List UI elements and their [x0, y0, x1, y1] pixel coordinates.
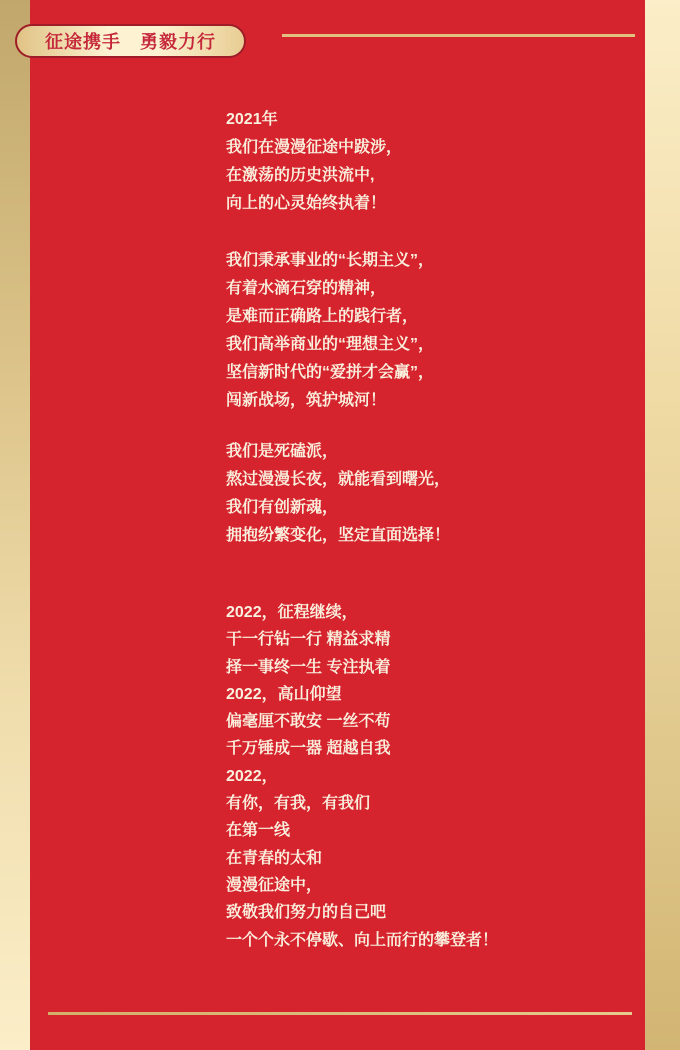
header-badge — [15, 24, 246, 58]
left-gold-border — [0, 0, 30, 1050]
poem-line: 2022， — [226, 767, 278, 785]
paragraph-2022 — [226, 599, 656, 954]
poem-line: 致敬我们努力的自己吧 — [226, 904, 387, 922]
poem-line: 有着水滴石穿的精神， — [226, 280, 387, 297]
poem-line: 2022，高山仰望 — [226, 685, 342, 703]
poem-line: 在第一线 — [226, 822, 291, 840]
poem-line: 坚信新时代的“爱拼才会赢”， — [226, 364, 435, 381]
poem-line: 干一行钻一行 精益求精 — [226, 631, 391, 649]
poem-line: 一个个永不停歇、向上而行的攀登者！ — [226, 931, 499, 949]
poem-line: 向上的心灵始终执着！ — [226, 195, 387, 212]
poem-line: 我们在漫漫征途中跋涉， — [226, 139, 403, 156]
paragraph-spirit — [226, 438, 656, 550]
poem-line: 是难而正确路上的践行者， — [226, 308, 419, 325]
poem-line: 择一事终一生 专注执着 — [226, 658, 391, 676]
poem-line: 在激荡的历史洪流中, — [226, 167, 375, 184]
paragraph-values — [226, 247, 656, 415]
poem-line: 2022，征程继续， — [226, 604, 358, 621]
poem-line: 漫漫征途中， — [226, 876, 323, 894]
poem-line: 我们秉承事业的“长期主义”， — [226, 252, 435, 269]
poem-line: 偏毫厘不敢安 一丝不苟 — [226, 713, 391, 731]
poem-line: 千万锤成一器 超越自我 — [226, 740, 391, 758]
poem-line: 闯新战场，筑护城河！ — [226, 392, 387, 409]
poem-line: 熬过漫漫长夜，就能看到曙光， — [226, 471, 451, 488]
footer-divider-line — [48, 1012, 632, 1015]
poem-line: 拥抱纷繁变化，坚定直面选择！ — [226, 527, 451, 544]
poem-content — [226, 106, 656, 954]
poem-line: 我们高举商业的“理想主义”， — [226, 336, 435, 353]
header-divider-line — [282, 34, 635, 37]
poem-line: 2021年 — [226, 111, 278, 128]
poem-line: 我们是死磕派， — [226, 443, 339, 460]
header-badge-label: 征途携手 勇毅力行 — [45, 32, 216, 52]
poem-line: 我们有创新魂， — [226, 499, 339, 516]
poem-line: 有你，有我，有我们 — [226, 795, 371, 813]
paragraph-2021 — [226, 106, 656, 218]
poem-line: 在青春的太和 — [226, 849, 323, 867]
